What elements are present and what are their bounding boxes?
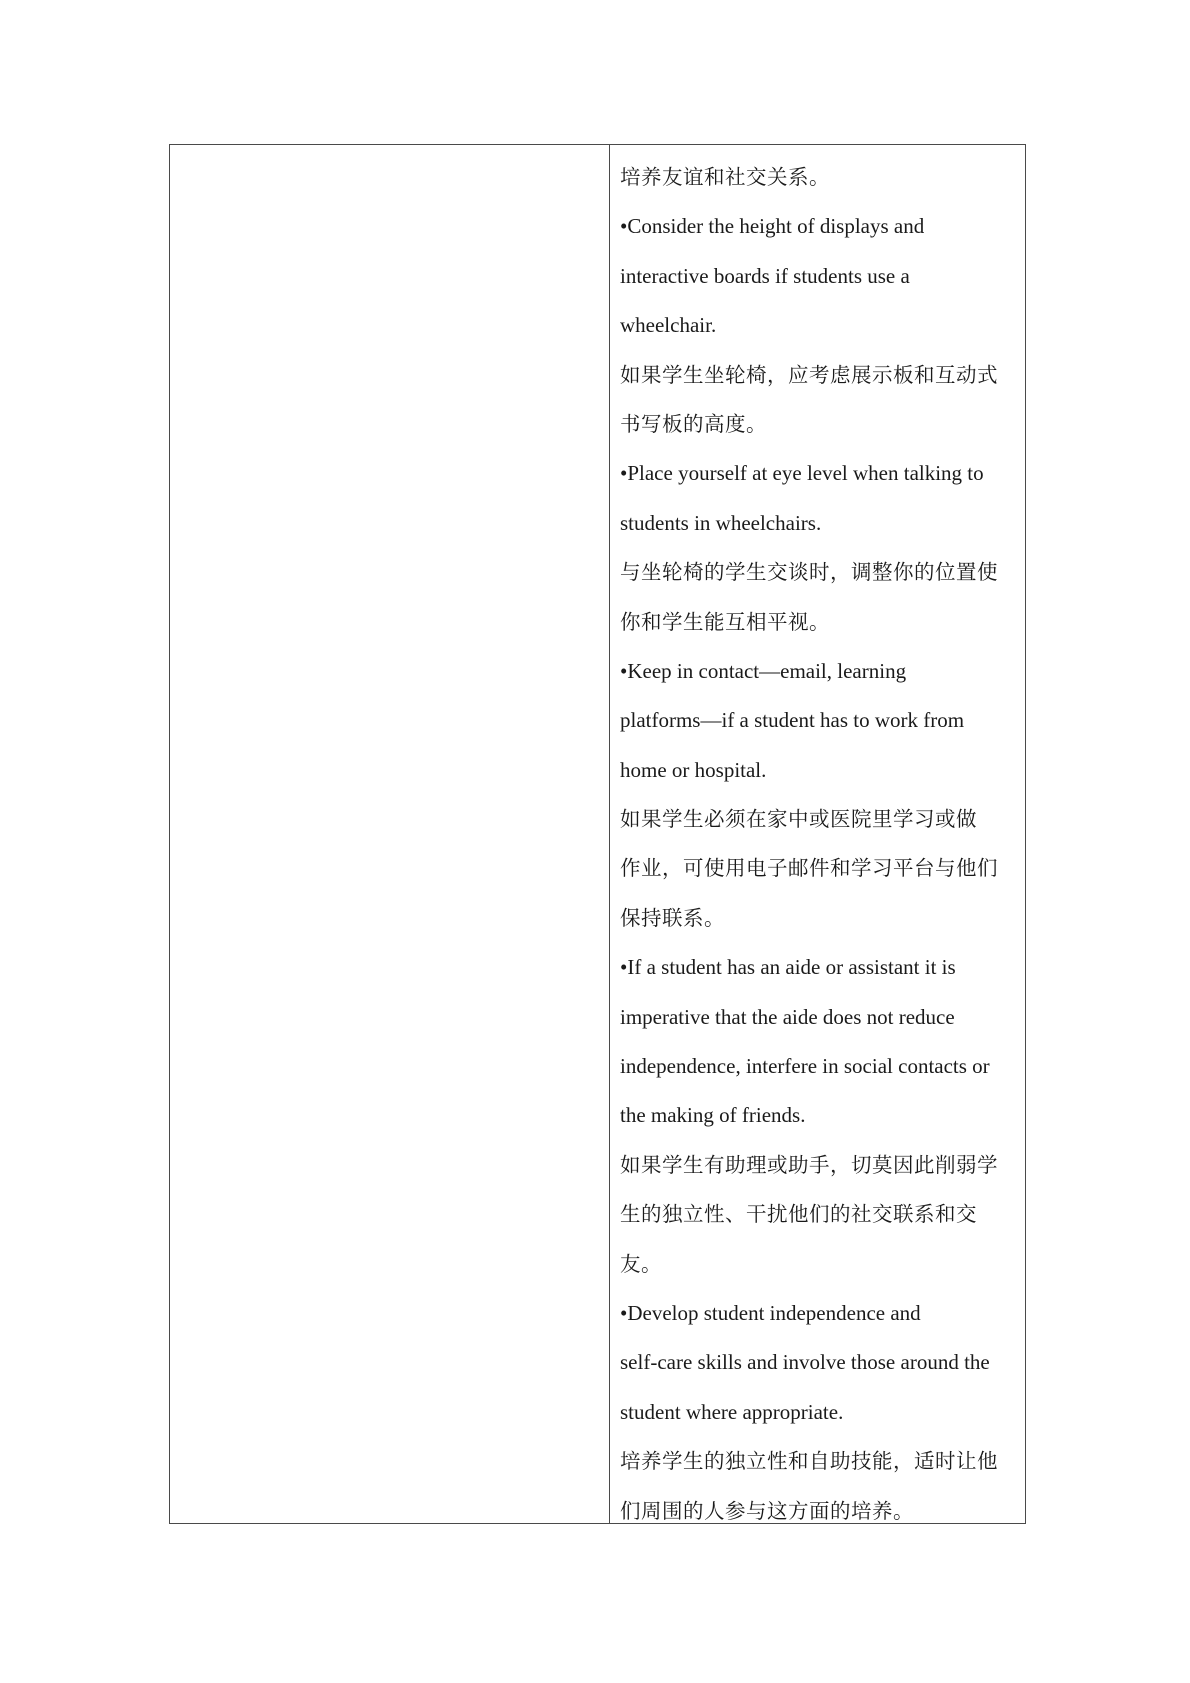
text-line: 培养友谊和社交关系。: [620, 165, 830, 189]
text-line: •Consider the height of displays and: [620, 214, 925, 239]
text-line: 生的独立性、干扰他们的社交联系和交: [620, 1202, 977, 1227]
text-line: 作业，可使用电子邮件和学习平台与他们: [620, 856, 998, 881]
text-line: interactive boards if students use a: [620, 263, 910, 288]
text-line: self-care skills and involve those around the: [620, 1350, 990, 1375]
text-line: imperative that the aide does not reduce: [620, 1004, 955, 1029]
text-line: 如果学生坐轮椅，应考虑展示板和互动式: [620, 362, 998, 387]
table-cell-left: [170, 145, 610, 1523]
text-line: 如果学生必须在家中或医院里学习或做: [620, 807, 977, 832]
text-line: 如果学生有助理或助手，切莫因此削弱学: [620, 1152, 998, 1177]
text-line: 保持联系。: [620, 905, 725, 930]
text-line: 们周围的人参与这方面的培养。: [620, 1498, 914, 1523]
text-line: •Develop student independence and: [620, 1300, 921, 1325]
text-line: student where appropriate.: [620, 1399, 844, 1424]
text-line: home or hospital.: [620, 757, 767, 782]
document-table: [169, 144, 1026, 1524]
table-cell-right: [610, 145, 1025, 1523]
text-line: 培养学生的独立性和自助技能，适时让他: [620, 1449, 998, 1474]
text-line: wheelchair.: [620, 313, 717, 338]
text-line: 书写板的高度。: [620, 411, 767, 436]
text-line: the making of friends.: [620, 1103, 806, 1128]
text-line: 友。: [620, 1251, 662, 1276]
text-line: 与坐轮椅的学生交谈时，调整你的位置使: [620, 560, 998, 585]
text-line: platforms—if a student has to work from: [620, 708, 965, 733]
text-line: •Place yourself at eye level when talking to: [620, 461, 984, 486]
text-line: students in wheelchairs.: [620, 510, 822, 535]
text-line: 你和学生能互相平视。: [620, 609, 830, 634]
text-line: •If a student has an aide or assistant it is: [620, 955, 956, 980]
text-line: •Keep in contact—email, learning: [620, 658, 907, 683]
text-line: independence, interfere in social contacts or: [620, 1054, 990, 1079]
